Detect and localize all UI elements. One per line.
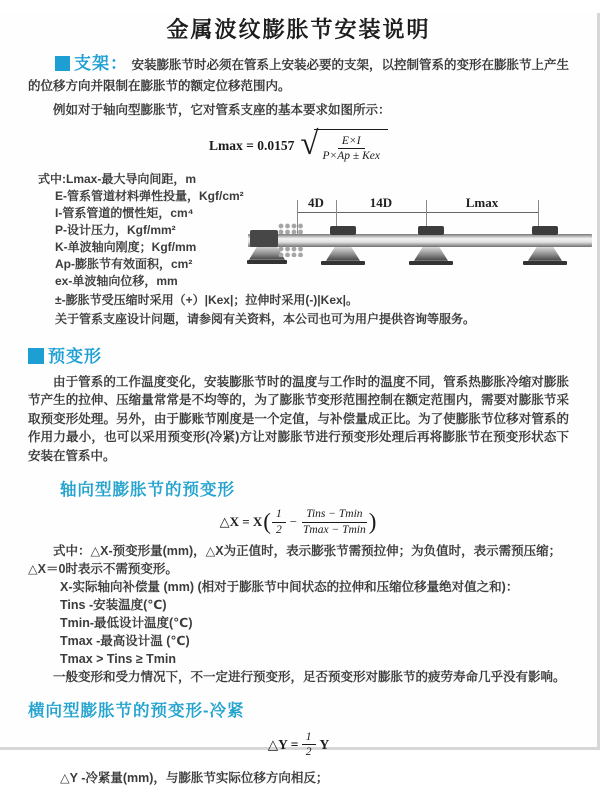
axial-predeform-heading: 轴向型膨胀节的预变形 bbox=[60, 481, 235, 500]
lateral-predeform-formula bbox=[28, 730, 569, 760]
document-page bbox=[0, 13, 600, 785]
guide-clamp bbox=[330, 226, 356, 235]
diagram-label-lmax: Lmax bbox=[463, 195, 502, 211]
bellows-icon bbox=[278, 223, 304, 234]
definitions-and-diagram-region bbox=[28, 171, 569, 328]
pipe-guide-support-icon bbox=[522, 226, 568, 268]
support-intro-paragraph bbox=[28, 53, 569, 97]
one-half-fraction bbox=[272, 507, 286, 537]
axial-formula-prefix: △X = X bbox=[219, 514, 263, 530]
guide-clamp bbox=[418, 226, 444, 235]
predeform-paragraph: 由于管系的工作温度变化，安装膨胀节时的温度与工作时的温度不同，管系热膨胀冷缩对膨胀节产生的拉伸、压缩量常常是不均等的，为了膨胀节变形范围控制在额定范围内，需要对膨胀节采取预变形处理。另外，由于膨账节刚度是一个定值，与补偿量成正比。为了使膨胀节位移对管系的作用力最小，也可以采用预变形(冷紧)方让对膨胀节进行预变形处理后再将膨胀节在预变形状态下安装在管系中。 bbox=[28, 374, 569, 463]
lmax-fraction bbox=[320, 134, 382, 164]
anchor-block bbox=[250, 230, 278, 247]
pipe-support-diagram bbox=[248, 194, 594, 269]
temperature-denominator: Tmax − Tmin bbox=[303, 523, 366, 536]
right-paren: ) bbox=[368, 509, 377, 535]
half-numerator: 1 bbox=[302, 730, 316, 745]
guide-pedestal bbox=[528, 247, 562, 261]
temperature-numerator: Tins − Tmin bbox=[302, 507, 366, 522]
support-closing-note: 关于管系支座设计问题，请参阅有关资料，本公司也可为用户提供咨询等服务。 bbox=[55, 311, 476, 326]
pipe-guide-support-icon bbox=[320, 226, 366, 268]
guide-base bbox=[523, 261, 567, 265]
minus-operator: − bbox=[289, 514, 298, 530]
definition-line: E-管系管道材料弹性投量，Kgf/cm² bbox=[55, 188, 244, 203]
lateral-predeform-heading: 横向型膨胀节的预变形-冷紧 bbox=[28, 702, 245, 720]
lmax-formula bbox=[28, 126, 569, 164]
definition-line: P-设计压力，Kgf/mm² bbox=[55, 222, 176, 237]
support-intro-text: 安装膨胀节时必须在管系上安装必要的支架，以控制管系的变形在膨胀节上产生的位移方向并限制在膨胀节的额定位移范围内。 bbox=[28, 58, 569, 93]
bellows-icon bbox=[278, 246, 304, 257]
lmax-fraction-denominator: P×Ap ± Kex bbox=[322, 150, 380, 163]
lateral-formula-prefix: △Y = bbox=[267, 736, 299, 752]
predeform-section-heading bbox=[28, 342, 569, 367]
definition-line: I-管系管道的惯性矩，cm⁴ bbox=[55, 205, 194, 220]
axial-note-line: Tmin-最低设计温度(℃) bbox=[60, 616, 193, 630]
square-root-expression bbox=[300, 126, 388, 164]
definition-line: ex-单波轴向位移，mm bbox=[55, 273, 178, 288]
page-title: 金属波纹膨胀节安装说明 bbox=[166, 17, 431, 42]
axial-note-line: Tins -安装温度(℃) bbox=[60, 598, 167, 612]
support-heading-label: 支架： bbox=[74, 54, 128, 73]
one-half-fraction bbox=[302, 730, 316, 760]
definition-line: K-单波轴向刚度；Kgf/mm bbox=[55, 239, 197, 254]
half-denominator: 2 bbox=[305, 746, 312, 759]
lateral-note-line: △Y -冷紧量(mm)，与膨胀节实际位移方向相反； bbox=[60, 770, 329, 785]
axial-general-note: 一般变形和受力情况下，不一定进行预变形，足否预变形对膨胀节的疲劳寿命几乎没有影响。 bbox=[53, 670, 566, 684]
anchor-base bbox=[247, 260, 287, 264]
radicand bbox=[314, 129, 388, 164]
lmax-fraction-numerator: E×I bbox=[338, 134, 365, 149]
dimension-line bbox=[297, 212, 538, 213]
diagram-label-14d: 14D bbox=[367, 195, 395, 211]
pipe-guide-support-icon bbox=[408, 226, 454, 268]
section-square-icon bbox=[28, 348, 44, 364]
definition-line: 式中:Lmax-最大导向间距，m bbox=[38, 171, 197, 186]
temperature-fraction bbox=[301, 507, 368, 537]
axial-note-line: X-实际轴向补偿量 (mm) (相对于膨胀节中间状态的拉伸和压缩位移量绝对值之和)： bbox=[60, 580, 519, 594]
half-denominator: 2 bbox=[275, 523, 282, 536]
lateral-formula-suffix: Y bbox=[319, 736, 330, 752]
axial-note-line: Tmax -最高设计温 (℃) bbox=[60, 634, 190, 648]
definition-line: ±-膨胀节受压缩时采用（+）|Kex|；拉伸时采用(-)|Kex|。 bbox=[55, 292, 359, 307]
axial-predeform-formula bbox=[28, 507, 569, 537]
diagram-label-4d: 4D bbox=[305, 195, 327, 211]
guide-base bbox=[409, 261, 453, 265]
support-section-heading bbox=[55, 54, 128, 73]
axial-note-paragraph: 式中：△X-预变形量(mm)，△X为正值时，表示膨张节需预拉伸；为负值时，表示需预压缩；△X＝0时表示不需预变形。 bbox=[28, 544, 562, 576]
guide-base bbox=[321, 261, 365, 265]
guide-clamp bbox=[532, 226, 558, 235]
left-paren: ( bbox=[263, 509, 271, 535]
lmax-formula-lhs: Lmax = 0.0157 bbox=[209, 138, 295, 154]
guide-pedestal bbox=[326, 247, 360, 261]
support-example-line: 例如对于轴向型膨胀节，它对管系支座的基本要求如图所示： bbox=[53, 103, 391, 117]
half-numerator: 1 bbox=[272, 507, 286, 522]
radical-sign-icon: √ bbox=[300, 126, 319, 162]
guide-pedestal bbox=[414, 247, 448, 261]
section-square-icon bbox=[55, 56, 70, 71]
definition-line: Ap-膨胀节有效面积，cm² bbox=[55, 256, 193, 271]
predeform-heading-label: 预变形 bbox=[48, 346, 102, 366]
axial-note-line: Tmax > Tins ≥ Tmin bbox=[60, 652, 177, 666]
